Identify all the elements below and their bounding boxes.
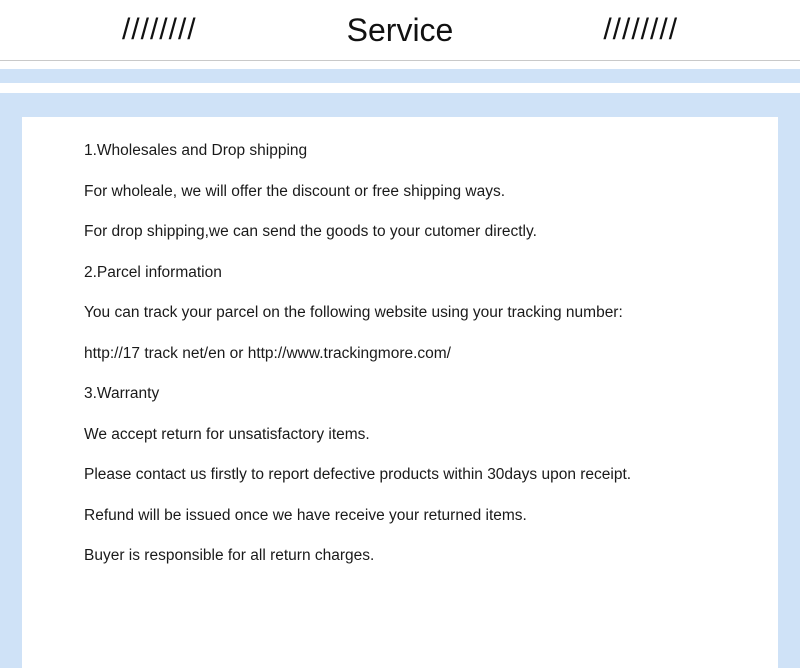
page-title: Service [346,12,454,48]
tracking-website-line: http://17 track net/en or http://www.trackingmore.com/ [84,344,451,362]
list-item: 1.Wholesales and Drop shipping [84,142,308,159]
header-divider [0,60,800,61]
list-item: For wholeale, we will offer the discount or free shipping ways. [84,182,506,200]
list-item: You can track your parcel on the following website using your tracking number: [84,304,623,321]
content-card [22,117,778,668]
list-item: 3.Warranty [84,385,160,402]
list-item: 2.Parcel information [84,263,222,281]
top-blue-band [0,69,800,83]
list-item: Buyer is responsible for all return charges. [84,547,375,564]
list-item: We accept return for unsatisfactory items. [84,425,370,443]
list-item: For drop shipping,we can send the goods to your cutomer directly. [84,223,537,240]
header-inner [0,14,800,46]
list-item: Please contact us firstly to report defective products within 30days upon receipt. [84,466,632,483]
band-gap [0,83,800,93]
right-slash-decoration-icon: //////// [603,13,679,46]
page-header [0,0,800,60]
list-item: Refund will be issued once we have receive your returned items. [84,506,527,524]
left-slash-decoration-icon: //////// [121,13,197,46]
content-frame [0,93,800,668]
